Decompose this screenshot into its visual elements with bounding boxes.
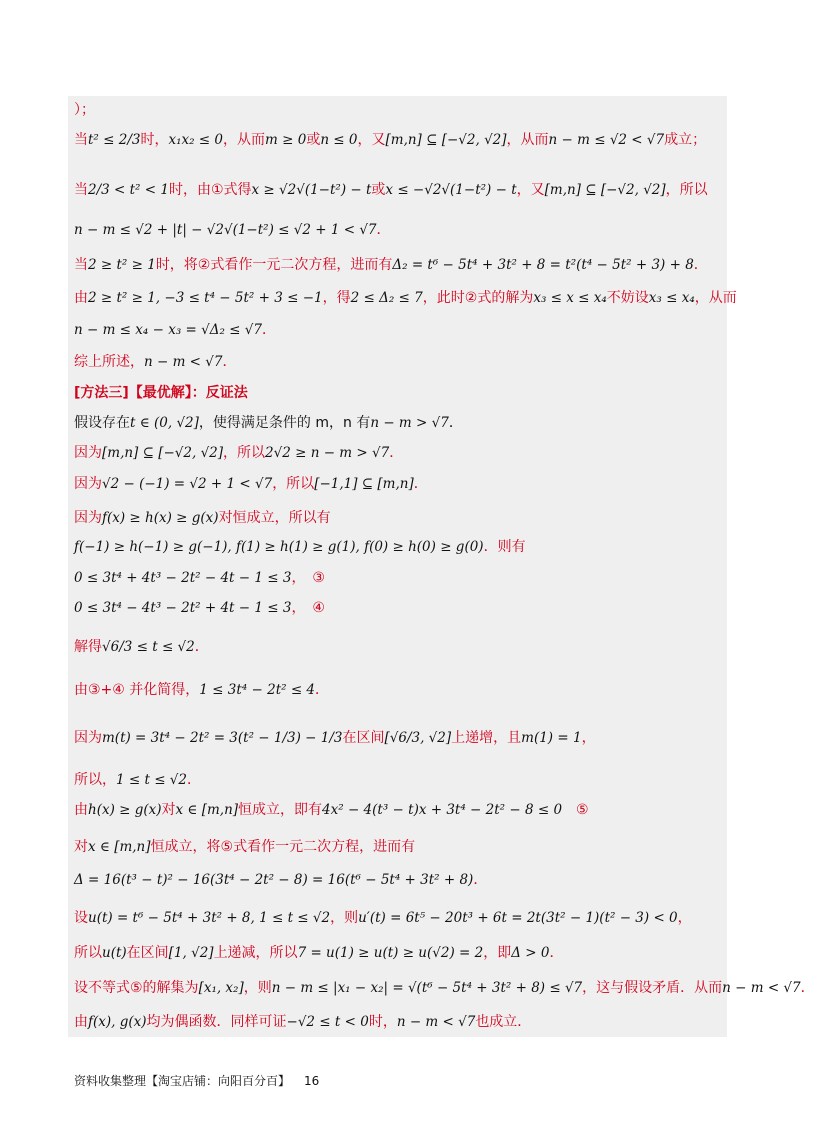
text-segment: 综上所述， [74,354,144,370]
text-segment: 由 [74,1014,88,1030]
text-segment: ． [194,639,209,655]
math-expression: [m,n] ⊆ [−√2, √2] [102,445,224,461]
text-segment: ，使得满足条件的 m，n 有 [198,415,371,431]
text-segment: 时， [368,1014,397,1030]
text-segment: 因为 [74,510,102,526]
text-segment: ，得 [322,290,351,306]
math-expression: 7 = u(1) ≥ u(t) ≥ u(√2) = 2 [297,945,484,961]
text-segment: ． [261,322,276,338]
text-segment: ，所以 [223,445,266,461]
text-segment: ，从而 [223,132,266,148]
text-segment: ，从而 [506,132,549,148]
text-segment: 在区间 [126,945,169,961]
text-line [74,537,526,557]
math-expression: x₃ ≤ x ≤ x₄ [533,290,607,306]
text-segment: 设 [74,910,88,926]
text-segment: 对 [161,802,176,818]
math-expression: m ≥ 0 [265,132,307,148]
text-segment: 当 [74,257,88,273]
text-segment: ，此时②式的解为 [422,290,534,306]
math-expression: t ∈ (0, √2] [130,415,199,431]
math-expression: Δ₂ = t⁶ − 5t⁴ + 3t² + 8 = t²(t⁴ − 5t² + 3) + 8 [392,257,694,273]
text-line [74,352,236,372]
text-line [74,508,331,528]
text-line [74,943,563,963]
text-segment: 由③+④ 并化简得， [74,682,200,698]
text-segment: ． [549,945,564,961]
text-segment: ， [677,910,692,926]
text-segment: ， ④ [291,600,325,616]
text-line [74,637,209,657]
math-expression: n − m ≤ √2 + |t| − √2√(1−t²) ≤ √2 + 1 < √7 [74,222,377,238]
math-expression: [m,n] ⊆ [−√2, √2] [544,182,666,198]
math-expression: [1, √2] [168,945,214,961]
text-segment: 当 [74,132,88,148]
math-expression: f(x), g(x) [88,1014,147,1030]
text-segment: 上递减，所以 [213,945,298,961]
math-expression: √2 − (−1) = √2 + 1 < √7 [102,476,273,492]
text-segment: ． [473,872,488,888]
text-segment: ，又 [516,182,545,198]
math-expression: x ∈ [m,n] [175,802,239,818]
text-segment: 解得 [74,639,102,655]
text-segment: ． [187,772,201,788]
page-footer [74,1072,319,1089]
math-expression: x₁x₂ ≤ 0 [168,132,224,148]
text-segment: 或 [371,182,386,198]
math-expression: t² ≤ 2/3 [88,132,141,148]
text-segment: 当 [74,182,88,198]
text-segment: 设不等式⑤的解集为 [74,980,199,996]
text-segment: ，从而 [694,290,737,306]
text-segment: 因为 [74,730,102,746]
math-expression: n − m ≤ √2 < √7 [548,132,665,148]
text-segment: ， [581,730,596,746]
text-segment: 均为偶函数．同样可证 [146,1014,287,1030]
text-line [74,1012,531,1032]
text-segment: ，则 [330,910,359,926]
math-expression: Δ > 0 [511,945,550,961]
math-expression: x ≤ −√2√(1−t²) − t [385,182,517,198]
text-segment: 也成立． [475,1014,532,1030]
math-expression: n − m < √7 [396,1014,476,1030]
text-line [74,255,708,275]
page-number: 16 [304,1074,320,1088]
math-expression: n − m < √7 [144,354,223,370]
text-line [74,413,463,433]
math-expression: x ∈ [m,n] [88,839,151,855]
math-expression: n − m < √7 [722,980,801,996]
math-expression: u(t) [102,945,127,961]
math-expression: m(1) = 1 [521,730,582,746]
text-segment: ， ③ [291,570,325,586]
text-segment: 所以， [74,772,116,788]
math-expression: 0 ≤ 3t⁴ + 4t³ − 2t² − 4t − 1 ≤ 3 [74,570,292,586]
math-expression: 2 ≤ Δ₂ ≤ 7 [350,290,423,306]
text-segment: 成立； [664,132,707,148]
text-segment: 在区间 [342,730,385,746]
text-segment: ． [448,415,463,431]
text-line [74,908,692,928]
footer-source: 资料收集整理【淘宝店铺：向阳百分百】 [74,1074,291,1088]
text-segment: 时， [140,132,169,148]
text-segment: 因为 [74,445,102,461]
text-segment: ，即 [483,945,512,961]
math-expression: [m,n] ⊆ [−√2, √2] [385,132,507,148]
math-expression: 2√2 ≥ n − m > √7 [265,445,390,461]
text-segment: ，所以 [272,476,315,492]
section-heading: [方法三]【最优解】：反证法 [74,385,248,401]
text-line [74,180,708,200]
text-line [74,770,201,790]
text-segment: ． [315,682,330,698]
text-segment: 对 [74,839,88,855]
math-expression: 4x² − 4(t³ − t)x + 3t⁴ − 2t² − 8 ≤ 0 [322,802,563,818]
text-line [74,288,737,308]
math-expression: n ≤ 0 [320,132,358,148]
text-segment: 由 [74,802,88,818]
text-segment: ． [800,980,815,996]
text-segment: ，所以 [665,182,708,198]
text-segment: ⑤ [562,802,589,818]
math-expression: n − m > √7 [370,415,449,431]
text-segment: 由 [74,290,88,306]
text-segment: ，这与假设矛盾．从而 [582,980,723,996]
text-segment: ，则 [243,980,272,996]
text-line [74,443,403,463]
math-expression: n − m ≤ |x₁ − x₂| = √(t⁶ − 5t⁴ + 3t² + 8) ≤ √7 [271,980,583,996]
text-segment: ． [389,445,404,461]
text-segment: 恒成立，将⑤式看作一元二次方程，进而有 [150,839,416,855]
text-segment: ． [693,257,708,273]
math-expression: x₃ ≤ x₄ [648,290,695,306]
math-expression: √6/3 ≤ t ≤ √2 [102,639,195,655]
text-segment: ）； [74,102,95,118]
text-line [74,568,325,588]
text-line [74,598,325,618]
math-expression: f(x) ≥ h(x) ≥ g(x) [102,510,219,526]
text-segment: ，又 [357,132,386,148]
text-line [74,978,815,998]
text-line [74,100,95,120]
text-line [74,383,248,403]
math-expression: u(t) = t⁶ − 5t⁴ + 3t² + 8, 1 ≤ t ≤ √2 [88,910,331,926]
text-segment: 不妨设 [606,290,649,306]
text-line [74,870,487,890]
text-segment: ． [376,222,391,238]
math-expression: [x₁, x₂] [198,980,244,996]
math-expression: [−1,1] ⊆ [m,n] [314,476,414,492]
math-expression: 1 ≤ 3t⁴ − 2t² ≤ 4 [199,682,316,698]
text-segment: 假设存在 [74,415,130,431]
text-line [74,680,329,700]
text-segment: 恒成立，即有 [238,802,323,818]
text-segment: ． [413,476,428,492]
text-segment: 或 [306,132,321,148]
text-segment: 所以 [74,945,102,961]
text-segment: ．则有 [483,539,526,555]
math-expression: 0 ≤ 3t⁴ − 4t³ − 2t² + 4t − 1 ≤ 3 [74,600,292,616]
text-line [74,800,589,820]
math-expression: 2 ≥ t² ≥ 1 [88,257,156,273]
math-expression: h(x) ≥ g(x) [88,802,162,818]
text-segment: 上递增，且 [451,730,522,746]
math-expression: Δ = 16(t³ − t)² − 16(3t⁴ − 2t² − 8) = 16(t⁶ − 5t⁴ + 3t² + 8) [74,872,474,888]
text-line [74,320,276,340]
math-expression: 2 ≥ t² ≥ 1, −3 ≤ t⁴ − 5t² + 3 ≤ −1 [88,290,323,306]
text-line [74,130,706,150]
text-segment: 因为 [74,476,102,492]
text-segment: 对恒成立，所以有 [218,510,331,526]
math-expression: [√6/3, √2] [384,730,452,746]
math-expression: 1 ≤ t ≤ √2 [116,772,187,788]
math-expression: 2/3 < t² < 1 [88,182,169,198]
text-line [74,474,428,494]
math-expression: m(t) = 3t⁴ − 2t² = 3(t² − 1/3) − 1/3 [102,730,343,746]
text-segment: 时，由①式得 [168,182,252,198]
text-segment: ． [222,354,237,370]
math-expression: f(−1) ≥ h(−1) ≥ g(−1), f(1) ≥ h(1) ≥ g(1), f(0) ≥ h(0) ≥ g(0) [74,539,484,555]
text-line [74,220,391,240]
text-line [74,837,415,857]
math-expression: x ≥ √2√(1−t²) − t [251,182,372,198]
text-line [74,728,596,748]
math-expression: n − m ≤ x₄ − x₃ = √Δ₂ ≤ √7 [74,322,262,338]
math-expression: −√2 ≤ t < 0 [286,1014,369,1030]
math-expression: u′(t) = 6t⁵ − 20t³ + 6t = 2t(3t² − 1)(t² − 3) < 0 [358,910,678,926]
text-segment: 时，将②式看作一元二次方程，进而有 [155,257,393,273]
